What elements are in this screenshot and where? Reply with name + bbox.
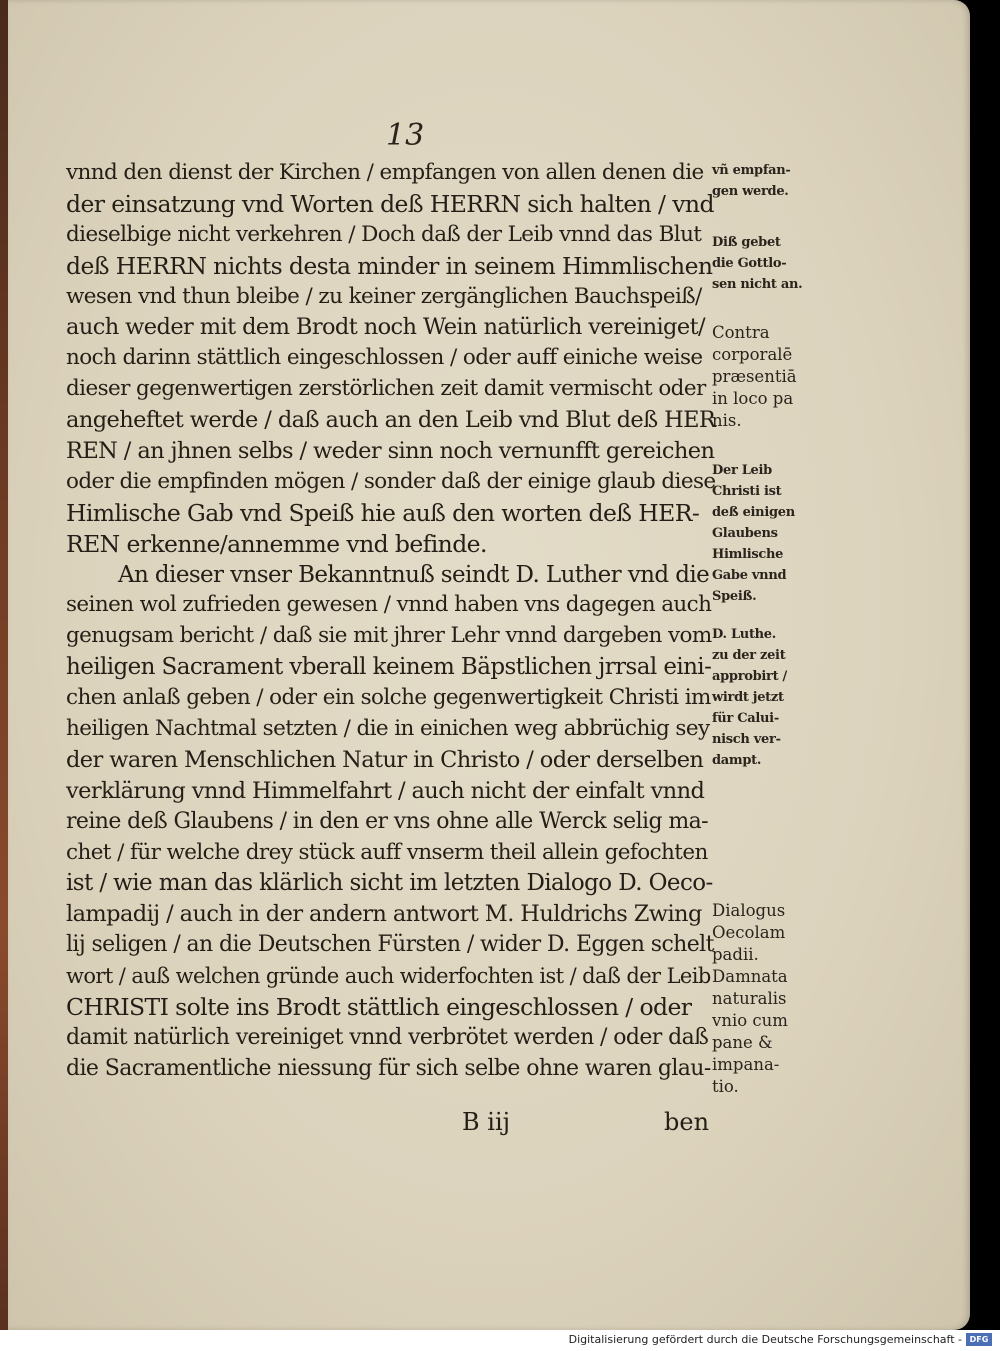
- text-line: CHRISTI solte ins Brodt stättlich eingeschlossen / oder: [66, 993, 692, 1022]
- text-line: ist / wie man das klärlich sicht im letzten Dialogo D. Oeco-: [66, 870, 713, 897]
- text-line: wesen vnd thun bleibe / zu keiner zergänglichen Bauchspeiß/: [66, 283, 702, 309]
- text-line: Himlische Gab vnd Speiß hie auß den worten deß HER-: [66, 498, 700, 527]
- text-line: oder die empfinden mögen / sonder daß der einige glaub diese: [66, 468, 716, 494]
- text-line: der einsatzung vnd Worten deß HERRN sich halten / vnd: [66, 189, 714, 218]
- text-line: auch weder mit dem Brodt noch Wein natürlich vereiniget/: [66, 314, 705, 341]
- text-line: seinen wol zufrieden gewesen / vnnd haben vns dagegen auch: [66, 592, 712, 618]
- footer-credit: Digitalisierung gefördert durch die Deutsche Forschungsgemeinschaft -: [568, 1333, 962, 1346]
- margin-note: Diß gebet die Gottlo- sen nicht an.: [712, 235, 803, 292]
- text-line: REN erkenne/annemme vnd befinde.: [66, 529, 487, 558]
- text-line: lij seligen / an die Deutschen Fürsten / wider D. Eggen schelt: [66, 932, 714, 958]
- text-line: die Sacramentliche niessung für sich selbe ohne waren glau-: [66, 1055, 711, 1081]
- text-line: deß HERRN nichts desta minder in seinem Himmlischen: [66, 251, 713, 280]
- text-line: reine deß Glaubens / in den er vns ohne alle Werck selig ma-: [66, 808, 708, 834]
- text-line: REN / an jhnen selbs / weder sinn noch vernunfft gereichen: [66, 438, 715, 465]
- text-line: damit natürlich vereiniget vnnd verbrötet werden / oder daß: [66, 1024, 709, 1050]
- text-line: lampadij / auch in der andern antwort M. Huldrichs Zwing: [66, 901, 702, 928]
- text-line: heiligen Sacrament vberall keinem Bäpstlichen jrrsal eini-: [66, 654, 712, 681]
- margin-note: D. Luthe. zu der zeit approbirt / wirdt jetzt für Calui- nisch ver- dampt.: [712, 627, 787, 768]
- text-line: dieselbige nicht verkehren / Doch daß der Leib vnnd das Blut: [66, 221, 702, 247]
- signature-mark: B iij: [462, 1108, 511, 1136]
- text-line: dieser gegenwertigen zerstörlichen zeit damit vermischt oder: [66, 376, 706, 402]
- margin-note: Dialogus Oecolam padii. Damnata naturalis vnio cum pane & impana- tio.: [712, 901, 788, 1096]
- catchword: ben: [664, 1108, 710, 1136]
- page-number: 13: [386, 118, 425, 153]
- text-line: chen anlaß geben / oder ein solche gegenwertigkeit Christi im: [66, 685, 711, 711]
- text-line: genugsam bericht / daß sie mit jhrer Lehr vnnd dargeben vom: [66, 623, 712, 649]
- text-line: wort / auß welchen gründe auch widerfochten ist / daß der Leib: [66, 964, 711, 989]
- body-text: [66, 158, 716, 1085]
- margin-note: vñ empfan- gen werde.: [712, 163, 791, 199]
- margin-note: Contra corporalē præsentiā in loco pa nis.: [712, 323, 797, 430]
- text-line: noch darinn stättlich eingeschlossen / oder auff einiche weise: [66, 345, 703, 371]
- text-line: verklärung vnnd Himmelfahrt / auch nicht der einfalt vnnd: [66, 777, 705, 804]
- margin-note: Der Leib Christi ist deß einigen Glaubens Himlische Gabe vnnd Speiß.: [712, 463, 795, 604]
- text-line: heiligen Nachtmal setzten / die in einichen weg abbrüchig sey: [66, 716, 710, 742]
- text-line: chet / für welche drey stück auff vnserm theil allein gefochten: [66, 839, 708, 865]
- footer-bar: [0, 1330, 1000, 1351]
- text-line: der waren Menschlichen Natur in Christo / oder derselben: [66, 746, 704, 773]
- text-line: angeheftet werde / daß auch an den Leib vnd Blut deß HER: [66, 407, 716, 434]
- text-line: An dieser vnser Bekanntnuß seindt D. Luther vnd die: [118, 561, 710, 588]
- text-line: vnnd den dienst der Kirchen / empfangen von allen denen die: [66, 160, 704, 185]
- dfg-logo[interactable]: DFG: [966, 1333, 992, 1346]
